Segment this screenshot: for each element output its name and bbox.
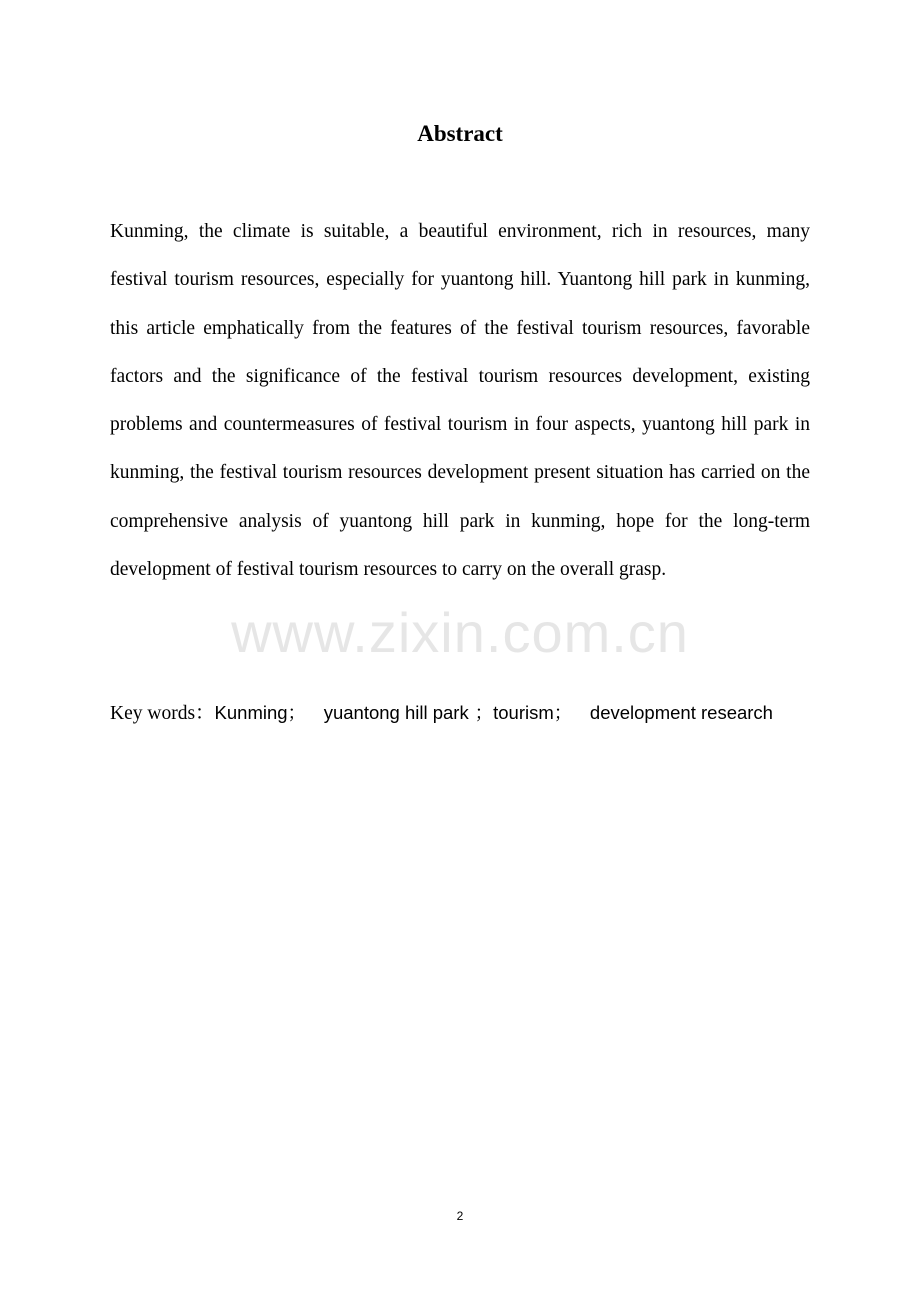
keyword-item: tourism bbox=[493, 702, 554, 723]
keyword-separator: ； bbox=[553, 703, 590, 724]
keyword-separator: ； bbox=[468, 703, 494, 724]
watermark: www.zixin.com.cn bbox=[231, 601, 689, 664]
keywords-line bbox=[110, 698, 830, 729]
abstract-title: Abstract bbox=[417, 121, 503, 146]
keyword-item: development research bbox=[589, 702, 773, 723]
keyword-item: yuantong hill park bbox=[323, 702, 469, 723]
keywords-label: Key words： bbox=[110, 703, 215, 724]
keyword-item: Kunming bbox=[214, 702, 288, 723]
keyword-separator: ； bbox=[287, 703, 324, 724]
page-number: 2 bbox=[456, 1209, 464, 1223]
abstract-body: Kunming, the climate is suitable, a beautiful environment, rich in resources, many festival tourism resources, especially for yuantong hill. Yuantong hill park in kunming, this article emphatically from the features of the festival tourism resources, favorable factors and the significance of the festival tourism resources development, existing problems and countermeasures of festival tourism in four aspects, yuantong hill park in kunming, the festival tourism resources development present situation has carried on the comprehensive analysis of yuantong hill park in kunming, hope for the long-term development of festival tourism resources to carry on the overall grasp. bbox=[110, 221, 810, 581]
